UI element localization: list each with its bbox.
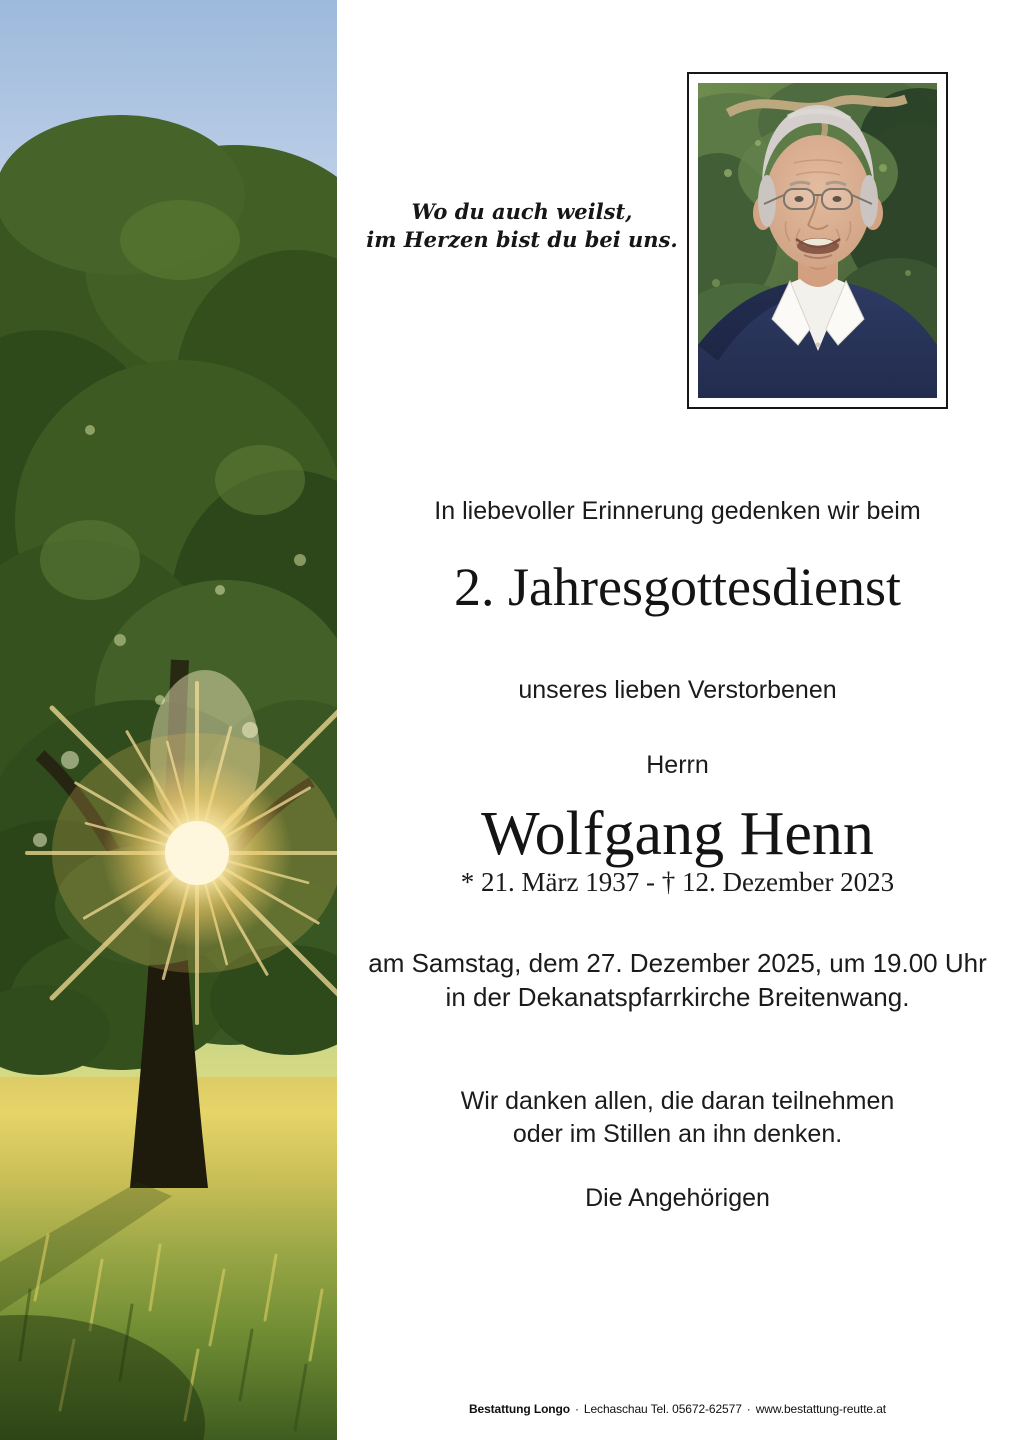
deceased-intro-line: unseres lieben Verstorbenen xyxy=(518,676,837,704)
service-title: 2. Jahresgottesdienst xyxy=(454,557,901,617)
event-line-1: am Samstag, dem 27. Dezember 2025, um 19.00 Uhr xyxy=(368,948,987,978)
funeral-home-footer xyxy=(337,1402,1018,1416)
sun-core xyxy=(165,821,229,885)
thanks-line-1: Wir danken allen, die daran teilnehmen xyxy=(460,1087,895,1115)
event-details xyxy=(337,946,1018,1014)
intro-line: In liebevoller Erinnerung gedenken wir beim xyxy=(434,497,921,525)
funeral-home-contact: Lechaschau Tel. 05672-62577 xyxy=(583,1402,742,1416)
elderly-man-portrait xyxy=(698,83,937,398)
quote-line-1: Wo du auch weilst, xyxy=(411,199,633,224)
deceased-name: Wolfgang Henn xyxy=(481,800,874,868)
thanks-line-2: oder im Stillen an ihn denken. xyxy=(512,1120,843,1148)
birth-death-dates: * 21. März 1937 - † 12. Dezember 2023 xyxy=(460,867,895,897)
footer-separator: · xyxy=(746,1402,751,1416)
memorial-quote xyxy=(347,198,697,254)
left-nature-image xyxy=(0,0,337,1440)
quote-line-2: im Herzen bist du bei uns. xyxy=(366,227,678,252)
thanks-text xyxy=(337,1085,1018,1151)
footer-separator: · xyxy=(575,1402,579,1416)
signature-line: Die Angehörigen xyxy=(585,1184,770,1212)
tree-field-illustration xyxy=(0,0,337,1440)
salutation: Herrn xyxy=(646,751,709,779)
funeral-home-website: www.bestattung-reutte.at xyxy=(755,1402,887,1416)
portrait-photo-frame xyxy=(687,72,948,409)
event-line-2: in der Dekanatspfarrkirche Breitenwang. xyxy=(445,982,910,1012)
funeral-home-name: Bestattung Longo xyxy=(468,1402,570,1416)
